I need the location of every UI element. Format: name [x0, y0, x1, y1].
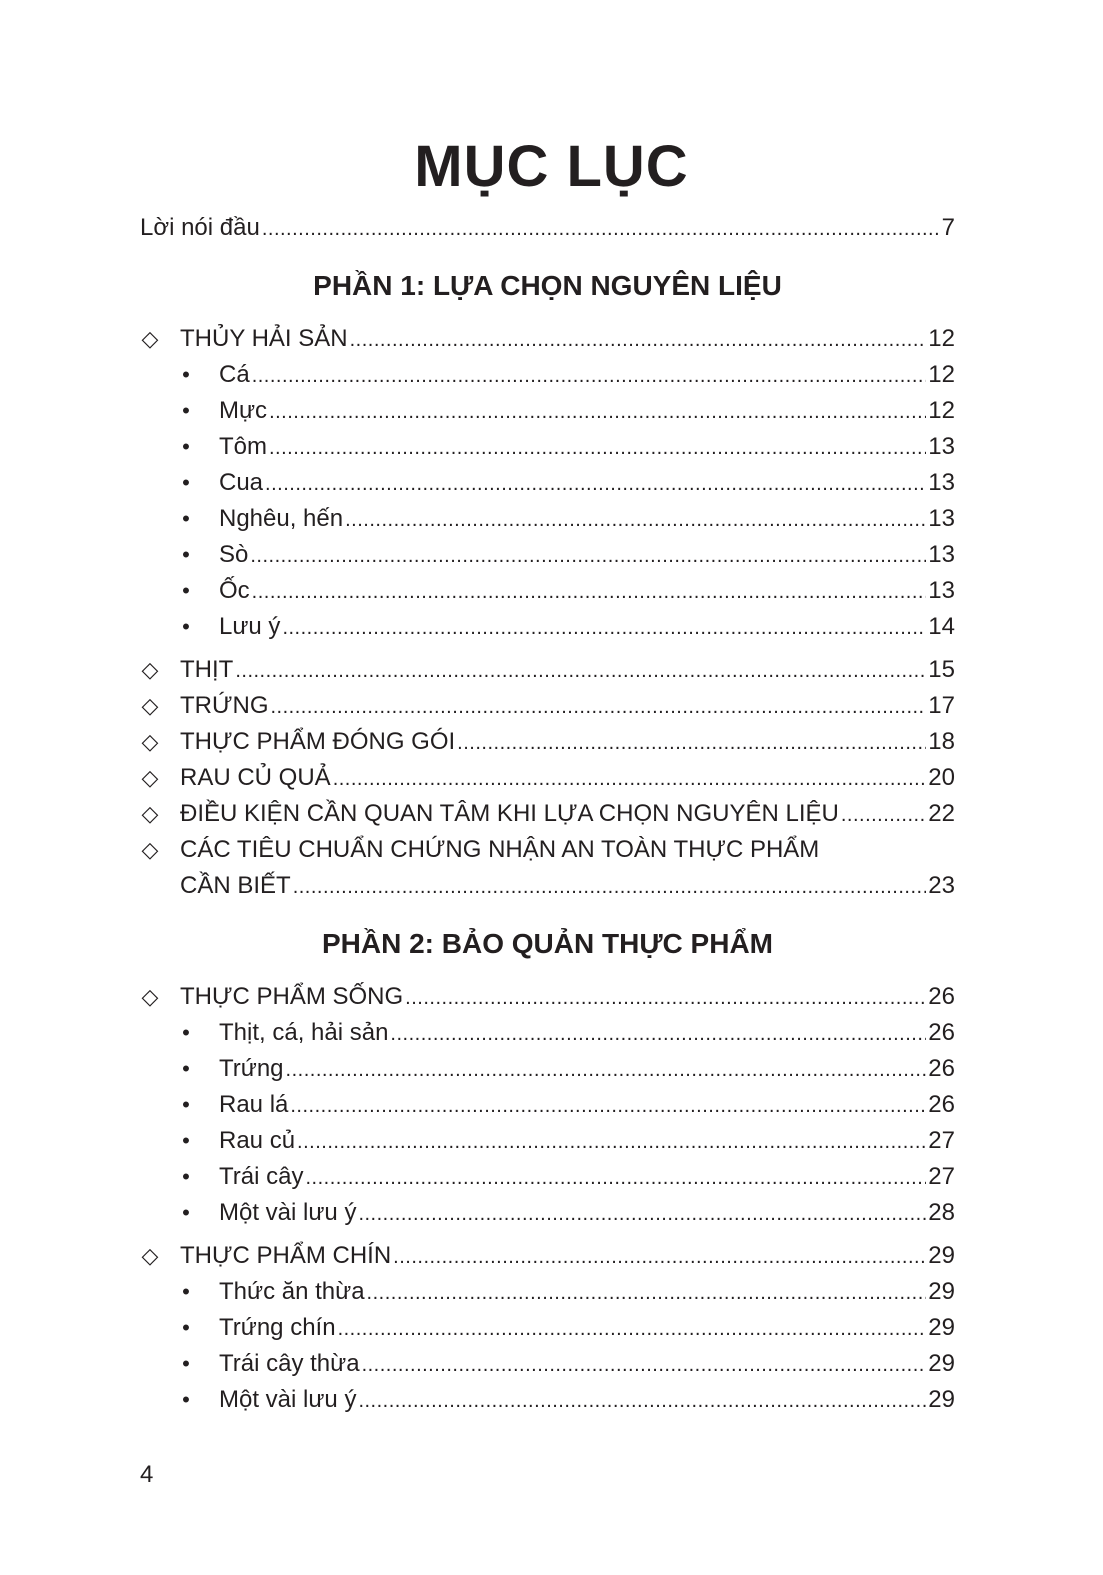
toc-entry-page: 13: [928, 469, 955, 496]
dot-leader: [367, 1276, 927, 1310]
diamond-icon: ◇: [141, 801, 159, 826]
toc-entry-label: Lời nói đầu: [140, 214, 260, 241]
toc-subentry[interactable]: [219, 466, 955, 500]
toc-entry-page: 28: [928, 1199, 955, 1226]
toc-entry-page: 13: [928, 577, 955, 604]
toc-entry-label: Ốc: [219, 577, 250, 604]
toc-entry-label: Một vài lưu ý: [219, 1199, 357, 1226]
dot-leader: [338, 1312, 927, 1346]
diamond-icon: ◇: [141, 984, 159, 1009]
toc-entry-cooked-food[interactable]: [180, 1239, 955, 1273]
dot-leader: [250, 539, 926, 573]
toc-entry-label: THỦY HẢI SẢN: [180, 325, 348, 352]
toc-subentry[interactable]: [219, 1347, 955, 1381]
dot-leader: [345, 503, 926, 537]
dot-leader: [293, 870, 927, 904]
toc-subentry[interactable]: [219, 1160, 955, 1194]
toc-entry-label: THỰC PHẨM CHÍN: [180, 1242, 392, 1269]
toc-subentry[interactable]: [219, 430, 955, 464]
dot-leader: [286, 1053, 927, 1087]
page-number: 4: [140, 1461, 154, 1488]
toc-entry-page: 15: [928, 656, 955, 683]
toc-entry-page: 29: [928, 1242, 955, 1269]
part-1-heading: PHẦN 1: LỰA CHỌN NGUYÊN LIỆU: [313, 270, 782, 301]
toc-entry-label: Cua: [219, 469, 264, 496]
dot-leader: [333, 762, 927, 796]
toc-subentry[interactable]: [219, 1275, 955, 1309]
toc-entry-label: Cá: [219, 361, 250, 388]
toc-subentry[interactable]: [219, 394, 955, 428]
toc-entry-label: ĐIỀU KIỆN CẦN QUAN TÂM KHI LỰA CHỌN NGUYÊN LIỆU: [180, 800, 839, 827]
toc-entry-label: Mực: [219, 397, 268, 424]
toc-entry-page: 18: [928, 728, 955, 755]
dot-leader: [269, 395, 926, 429]
toc-entry-label: Lưu ý: [219, 613, 281, 640]
toc-subentry[interactable]: [219, 1088, 955, 1122]
bullet-icon: •: [182, 398, 190, 423]
bullet-icon: •: [182, 1351, 190, 1376]
toc-entry-page: 29: [928, 1314, 955, 1341]
diamond-icon: ◇: [141, 837, 159, 862]
toc-entry-page: 26: [928, 1019, 955, 1046]
bullet-icon: •: [182, 506, 190, 531]
diamond-icon: ◇: [141, 657, 159, 682]
bullet-icon: •: [182, 614, 190, 639]
toc-entry-label: Rau củ: [219, 1127, 296, 1154]
dot-leader: [297, 1125, 926, 1159]
dot-leader: [262, 212, 940, 246]
toc-entry-page: 20: [928, 764, 955, 791]
toc-subentry[interactable]: [219, 1311, 955, 1345]
toc-entry-label: CÁC TIÊU CHUẨN CHỨNG NHẬN AN TOÀN THỰC PHẨM: [180, 836, 820, 863]
toc-entry-page: 29: [928, 1350, 955, 1377]
toc-entry-label: CẦN BIẾT: [180, 872, 291, 899]
dot-leader: [393, 1240, 926, 1274]
dot-leader: [290, 1089, 926, 1123]
bullet-icon: •: [182, 470, 190, 495]
toc-entry-page: 26: [928, 1091, 955, 1118]
diamond-icon: ◇: [141, 1243, 159, 1268]
toc-entry-label: TRỨNG: [180, 692, 269, 719]
toc-entry-page: 13: [928, 433, 955, 460]
toc-entry-page: 29: [928, 1386, 955, 1413]
dot-leader: [390, 1017, 926, 1051]
bullet-icon: •: [182, 434, 190, 459]
toc-entry-label: RAU CỦ QUẢ: [180, 764, 331, 791]
diamond-icon: ◇: [141, 693, 159, 718]
dot-leader: [235, 654, 926, 688]
toc-entry-page: 27: [928, 1127, 955, 1154]
dot-leader: [358, 1197, 926, 1231]
toc-entry-label: Một vài lưu ý: [219, 1386, 357, 1413]
toc-entry-label: THỊT: [180, 656, 234, 683]
bullet-icon: •: [182, 1387, 190, 1412]
toc-entry-page: 29: [928, 1278, 955, 1305]
toc-entry-label: Trứng: [219, 1055, 284, 1082]
toc-entry-page: 22: [928, 800, 955, 827]
toc-entry-page: 13: [928, 541, 955, 568]
dot-leader: [252, 359, 927, 393]
bullet-icon: •: [182, 1092, 190, 1117]
toc-subentry[interactable]: [219, 502, 955, 536]
toc-entry-page: 12: [928, 397, 955, 424]
toc-entry-eggs[interactable]: [180, 689, 955, 723]
toc-subentry[interactable]: [219, 1196, 955, 1230]
bullet-icon: •: [182, 578, 190, 603]
toc-entry-standards-line1[interactable]: [180, 833, 955, 867]
toc-entry-seafood[interactable]: [180, 322, 955, 356]
toc-entry-page: 27: [928, 1163, 955, 1190]
bullet-icon: •: [182, 1164, 190, 1189]
dot-leader: [362, 1348, 927, 1382]
dot-leader: [405, 981, 926, 1015]
toc-subentry[interactable]: [219, 1016, 955, 1050]
bullet-icon: •: [182, 1279, 190, 1304]
toc-entry-label: Trái cây: [219, 1163, 304, 1190]
bullet-icon: •: [182, 1128, 190, 1153]
toc-entry-page: 13: [928, 505, 955, 532]
toc-entry-packaged-food[interactable]: [180, 725, 955, 759]
bullet-icon: •: [182, 542, 190, 567]
dot-leader: [282, 611, 926, 645]
bullet-icon: •: [182, 1315, 190, 1340]
toc-entry-page: 12: [928, 325, 955, 352]
toc-entry-page: 7: [941, 214, 955, 241]
toc-subentry[interactable]: [219, 1383, 955, 1417]
toc-subentry[interactable]: [219, 538, 955, 572]
toc-subentry[interactable]: [219, 1052, 955, 1086]
toc-subentry[interactable]: [219, 610, 955, 644]
toc-entry-label: Thịt, cá, hải sản: [219, 1019, 389, 1046]
dot-leader: [271, 690, 927, 724]
toc-entry-page: 23: [928, 872, 955, 899]
toc-entry-preface[interactable]: [140, 211, 955, 245]
toc-subentry[interactable]: [219, 1124, 955, 1158]
toc-entry-standards-line2[interactable]: [180, 869, 955, 903]
toc-subentry[interactable]: [219, 574, 955, 608]
bullet-icon: •: [182, 1020, 190, 1045]
bullet-icon: •: [182, 362, 190, 387]
toc-entry-vegetables[interactable]: [180, 761, 955, 795]
toc-entry-raw-food[interactable]: [180, 980, 955, 1014]
bullet-icon: •: [182, 1056, 190, 1081]
dot-leader: [358, 1384, 926, 1418]
dot-leader: [269, 431, 926, 465]
toc-entry-page: 12: [928, 361, 955, 388]
dot-leader: [841, 798, 926, 832]
dot-leader: [350, 323, 927, 357]
diamond-icon: ◇: [141, 765, 159, 790]
toc-entry-label: THỰC PHẨM ĐÓNG GÓI: [180, 728, 456, 755]
toc-entry-label: Nghêu, hến: [219, 505, 344, 532]
toc-entry-page: 26: [928, 983, 955, 1010]
dot-leader: [305, 1161, 926, 1195]
diamond-icon: ◇: [141, 326, 159, 351]
toc-entry-page: 14: [928, 613, 955, 640]
dot-leader: [252, 575, 927, 609]
toc-entry-page: 26: [928, 1055, 955, 1082]
toc-entry-label: Trái cây thừa: [219, 1350, 360, 1377]
toc-entry-label: Rau lá: [219, 1091, 289, 1118]
toc-entry-conditions[interactable]: [180, 797, 955, 831]
toc-subentry[interactable]: [219, 358, 955, 392]
dot-leader: [265, 467, 926, 501]
toc-entry-meat[interactable]: [180, 653, 955, 687]
toc-entry-page: 17: [928, 692, 955, 719]
page-title: MỤC LỤC: [414, 134, 689, 199]
bullet-icon: •: [182, 1200, 190, 1225]
dot-leader: [457, 726, 926, 760]
toc-entry-label: THỰC PHẨM SỐNG: [180, 983, 404, 1010]
diamond-icon: ◇: [141, 729, 159, 754]
toc-entry-label: Sò: [219, 541, 249, 568]
toc-entry-label: Trứng chín: [219, 1314, 336, 1341]
part-2-heading: PHẦN 2: BẢO QUẢN THỰC PHẨM: [321, 928, 773, 959]
toc-entry-label: Thức ăn thừa: [219, 1278, 365, 1305]
toc-entry-label: Tôm: [219, 433, 267, 460]
